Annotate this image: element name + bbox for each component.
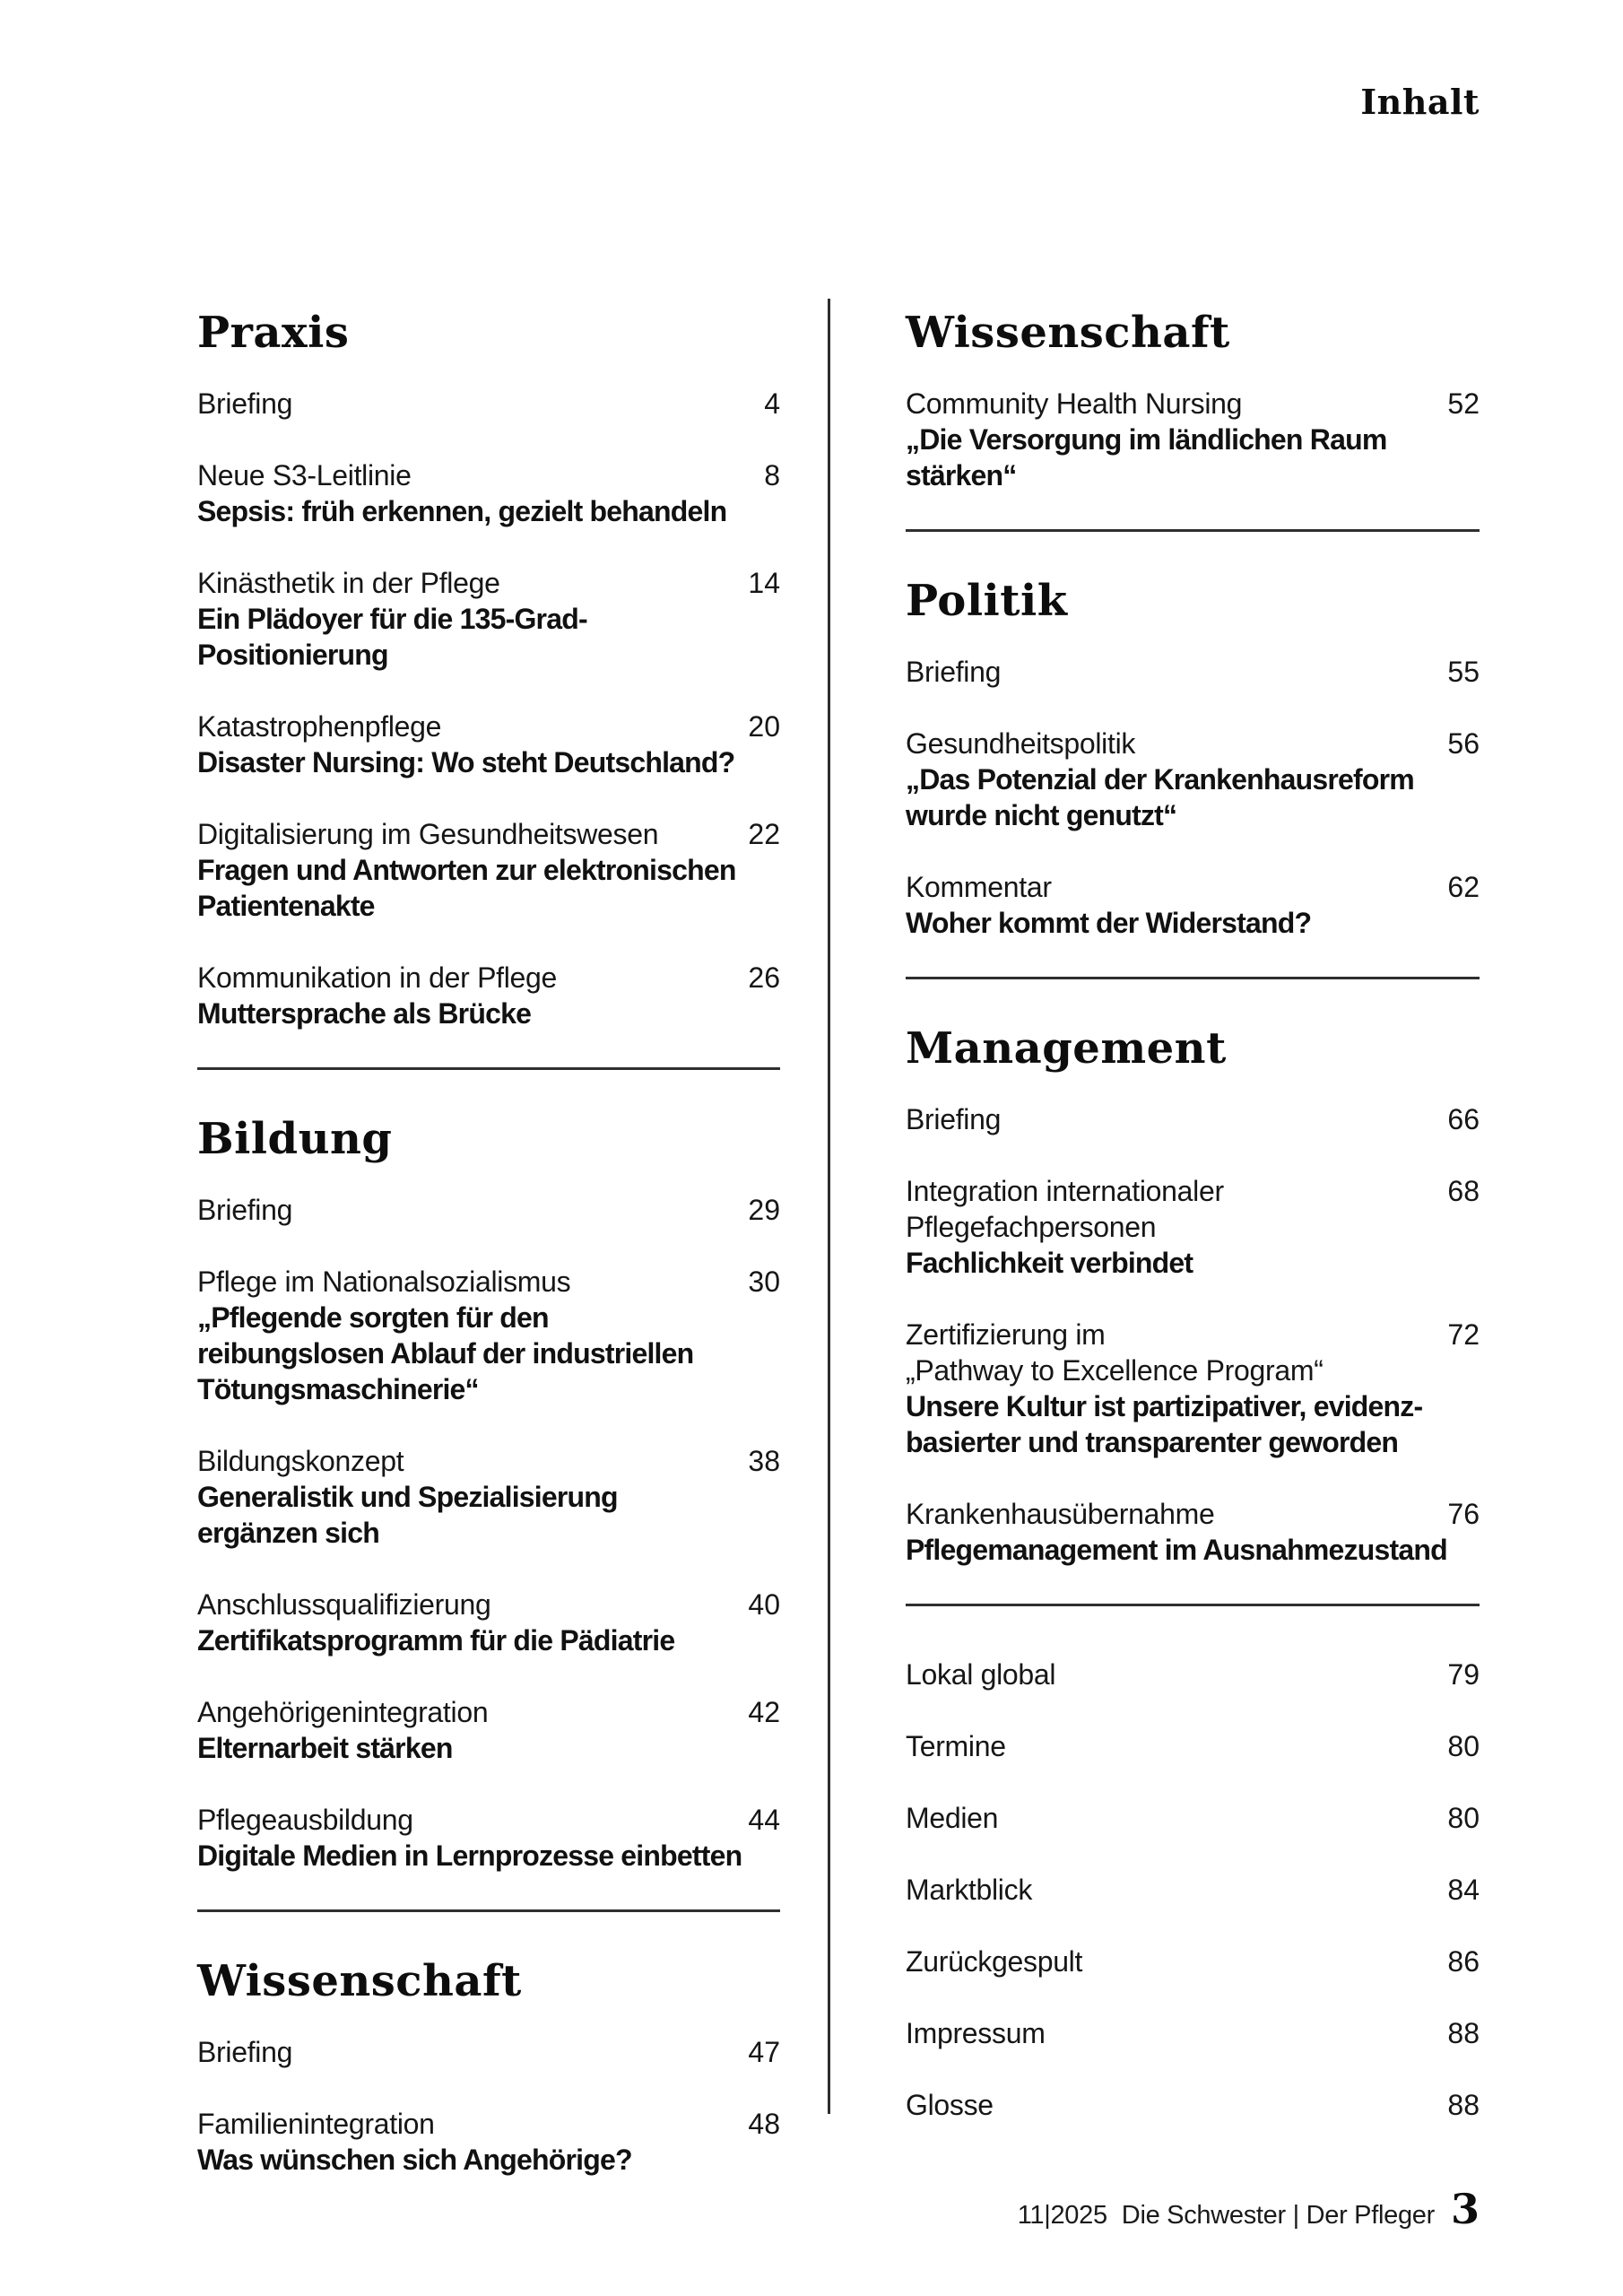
section-divider <box>906 977 1480 979</box>
entry-title: Briefing <box>197 387 293 420</box>
toc-entry <box>197 2106 780 2178</box>
entry-first-line <box>197 960 780 996</box>
entry-first-line <box>906 726 1480 761</box>
entry-first-line <box>906 1657 1480 1692</box>
entry-title: Pflegeausbildung <box>197 1804 413 1836</box>
toc-entry <box>906 386 1480 493</box>
toc-entry <box>906 1317 1480 1460</box>
entry-page-number: 42 <box>748 1696 780 1728</box>
entry-page-number: 8 <box>764 459 780 491</box>
toc-entry <box>906 1101 1480 1137</box>
entry-page-number: 4 <box>764 387 780 420</box>
entry-page-number: 79 <box>1447 1658 1480 1691</box>
entry-title: Briefing <box>197 2036 293 2068</box>
entry-first-line <box>197 1587 780 1622</box>
entry-subtitle-line: reibungslosen Ablauf der industriellen <box>197 1337 694 1370</box>
entry-first-line <box>906 1872 1480 1908</box>
toc-entry <box>906 1496 1480 1568</box>
entry-subtitle-line: wurde nicht genutzt“ <box>906 799 1177 831</box>
toc-entry <box>197 1587 780 1658</box>
entry-title: Gesundheitspolitik <box>906 727 1136 760</box>
entry-subtitle-line: Fachlichkeit verbindet <box>906 1247 1193 1279</box>
entry-subtitle-line: stärken“ <box>906 459 1017 491</box>
entry-title: Familienintegration <box>197 2108 435 2140</box>
toc-entry <box>906 654 1480 690</box>
toc-entry <box>906 1728 1480 1764</box>
section-heading: Management <box>906 1023 1227 1074</box>
toc-entry <box>197 960 780 1031</box>
entry-title-line: Pflegefachpersonen <box>906 1211 1157 1243</box>
entry-title-line: „Pathway to Excellence Program“ <box>906 1354 1324 1387</box>
toc-entry <box>197 1694 780 1766</box>
entry-subtitle-line: Fragen und Antworten zur elektronischen <box>197 854 736 886</box>
entry-page-number: 86 <box>1447 1945 1480 1978</box>
entry-title: Briefing <box>197 1194 293 1226</box>
column-divider <box>828 299 830 2114</box>
entry-subtitle-line: ergänzen sich <box>197 1517 380 1549</box>
entry-title: Kommentar <box>906 871 1052 903</box>
section-divider <box>906 1604 1480 1606</box>
page-footer <box>1017 2185 1480 2233</box>
entry-subtitle-line: „Die Versorgung im ländlichen Raum <box>906 423 1387 456</box>
toc-entry <box>906 2015 1480 2051</box>
entry-title: Marktblick <box>906 1874 1033 1906</box>
entry-title: Briefing <box>906 1103 1002 1135</box>
entry-title: Digitalisierung im Gesundheitswesen <box>197 818 659 850</box>
entry-first-line <box>197 709 780 744</box>
section-heading: Praxis <box>197 308 350 358</box>
entry-first-line <box>906 1728 1480 1764</box>
entry-page-number: 40 <box>748 1588 780 1621</box>
toc-entry <box>906 1872 1480 1908</box>
entry-first-line <box>197 1694 780 1730</box>
entry-title: Medien <box>906 1802 999 1834</box>
toc-entry <box>906 1657 1480 1692</box>
entry-first-line <box>906 1101 1480 1137</box>
entry-subtitle-line: „Pflegende sorgten für den <box>197 1301 549 1334</box>
entry-page-number: 80 <box>1447 1802 1480 1834</box>
toc-entry <box>197 1264 780 1407</box>
entry-first-line <box>906 869 1480 905</box>
entry-title: Kinästhetik in der Pflege <box>197 567 500 599</box>
entry-title: Neue S3-Leitlinie <box>197 459 412 491</box>
entry-page-number: 88 <box>1447 2089 1480 2121</box>
toc-entry <box>197 816 780 924</box>
toc-entry <box>197 457 780 529</box>
entry-first-line <box>197 565 780 601</box>
entry-title: Community Health Nursing <box>906 387 1243 420</box>
toc-column-right <box>906 305 1480 2159</box>
toc-entry <box>906 1944 1480 1979</box>
entry-first-line <box>906 2087 1480 2123</box>
entry-title: Zurückgespult <box>906 1945 1083 1978</box>
toc-entry <box>197 1192 780 1228</box>
entry-title: Briefing <box>906 656 1002 688</box>
toc-entry <box>197 565 780 673</box>
entry-first-line <box>906 1944 1480 1979</box>
entry-first-line <box>906 386 1480 422</box>
section-divider <box>197 1067 780 1070</box>
entry-subtitle-line: Elternarbeit stärken <box>197 1732 453 1764</box>
section-heading: Politik <box>906 576 1068 626</box>
toc-entry <box>197 709 780 780</box>
entry-title: Glosse <box>906 2089 994 2121</box>
section-heading: Wissenschaft <box>197 1956 522 2006</box>
entry-subtitle-line: Woher kommt der Widerstand? <box>906 907 1312 939</box>
entry-first-line <box>197 816 780 852</box>
entry-first-line <box>906 1800 1480 1836</box>
entry-first-line <box>197 1192 780 1228</box>
entry-page-number: 47 <box>748 2036 780 2068</box>
entry-title: Pflege im Nationalsozialismus <box>197 1265 571 1298</box>
entry-first-line <box>906 1496 1480 1532</box>
footer-page-number: 3 <box>1450 2185 1480 2233</box>
entry-subtitle-line: Tötungsmaschinerie“ <box>197 1373 479 1405</box>
toc-entry <box>906 869 1480 941</box>
entry-first-line <box>197 1264 780 1300</box>
page-header-title: Inhalt <box>1360 82 1480 122</box>
entry-first-line <box>197 2034 780 2070</box>
entry-first-line <box>197 1443 780 1479</box>
entry-first-line <box>197 2106 780 2142</box>
entry-title: Zertifizierung im <box>906 1318 1106 1351</box>
entry-subtitle-line: Ein Plädoyer für die 135-Grad- <box>197 603 587 635</box>
entry-first-line <box>906 654 1480 690</box>
entry-first-line <box>197 386 780 422</box>
entry-page-number: 30 <box>748 1265 780 1298</box>
entry-subtitle-line: Was wünschen sich Angehörige? <box>197 2144 632 2176</box>
entry-title: Impressum <box>906 2017 1046 2049</box>
entry-title: Krankenhausübernahme <box>906 1498 1215 1530</box>
entry-page-number: 44 <box>748 1804 780 1836</box>
entry-title: Katastrophenpflege <box>197 710 442 743</box>
entry-page-number: 66 <box>1447 1103 1480 1135</box>
entry-title: Integration internationaler <box>906 1175 1224 1207</box>
entry-page-number: 84 <box>1447 1874 1480 1906</box>
entry-page-number: 55 <box>1447 656 1480 688</box>
entry-first-line <box>197 1802 780 1838</box>
entry-subtitle-line: basierter und transparenter geworden <box>906 1426 1399 1458</box>
entry-subtitle-line: Positionierung <box>197 639 388 671</box>
entry-subtitle-line: Unsere Kultur ist partizipativer, evidenz- <box>906 1390 1423 1422</box>
toc-entry <box>197 386 780 422</box>
entry-subtitle-line: „Das Potenzial der Krankenhausreform <box>906 763 1414 796</box>
toc-entry <box>906 2087 1480 2123</box>
entry-page-number: 38 <box>748 1445 780 1477</box>
entry-page-number: 62 <box>1447 871 1480 903</box>
toc-entry <box>197 2034 780 2070</box>
footer-issue: 11|2025 <box>1017 2201 1107 2230</box>
entry-title: Termine <box>906 1730 1006 1762</box>
toc-column-left <box>197 305 780 2213</box>
entry-page-number: 72 <box>1447 1318 1480 1351</box>
toc-entry <box>906 726 1480 833</box>
toc-entry <box>906 1800 1480 1836</box>
entry-subtitle-line: Pflegemanagement im Ausnahmezustand <box>906 1534 1447 1566</box>
entry-title: Bildungskonzept <box>197 1445 404 1477</box>
entry-page-number: 68 <box>1447 1175 1480 1207</box>
entry-page-number: 26 <box>748 961 780 994</box>
entry-first-line <box>906 1173 1480 1209</box>
toc-entry <box>197 1802 780 1874</box>
entry-page-number: 52 <box>1447 387 1480 420</box>
entry-subtitle-line: Generalistik und Spezialisierung <box>197 1481 618 1513</box>
toc-entry <box>906 1173 1480 1281</box>
section-heading: Bildung <box>197 1114 393 1164</box>
entry-title: Anschlussqualifizierung <box>197 1588 491 1621</box>
entry-subtitle-line: Muttersprache als Brücke <box>197 997 532 1030</box>
entry-page-number: 80 <box>1447 1730 1480 1762</box>
entry-subtitle-line: Zertifikatsprogramm für die Pädiatrie <box>197 1624 675 1657</box>
entry-page-number: 88 <box>1447 2017 1480 2049</box>
footer-magazine-title: Die Schwester | Der Pfleger <box>1121 2201 1435 2230</box>
entry-subtitle-line: Disaster Nursing: Wo steht Deutschland? <box>197 746 735 778</box>
entry-subtitle-line: Digitale Medien in Lernprozesse einbetten <box>197 1839 742 1872</box>
entry-page-number: 48 <box>748 2108 780 2140</box>
entry-first-line <box>906 2015 1480 2051</box>
toc-entry <box>197 1443 780 1551</box>
entry-page-number: 14 <box>748 567 780 599</box>
section-divider <box>197 1909 780 1912</box>
entry-title: Angehörigenintegration <box>197 1696 489 1728</box>
section-heading: Wissenschaft <box>906 308 1230 358</box>
entry-first-line <box>197 457 780 493</box>
entry-page-number: 29 <box>748 1194 780 1226</box>
entry-title: Kommunikation in der Pflege <box>197 961 558 994</box>
entry-title: Lokal global <box>906 1658 1056 1691</box>
entry-page-number: 56 <box>1447 727 1480 760</box>
entry-first-line <box>906 1317 1480 1352</box>
section-divider <box>906 529 1480 532</box>
entry-page-number: 76 <box>1447 1498 1480 1530</box>
entry-subtitle-line: Patientenakte <box>197 890 375 922</box>
entry-page-number: 22 <box>748 818 780 850</box>
entry-subtitle-line: Sepsis: früh erkennen, gezielt behandeln <box>197 495 727 527</box>
entry-page-number: 20 <box>748 710 780 743</box>
